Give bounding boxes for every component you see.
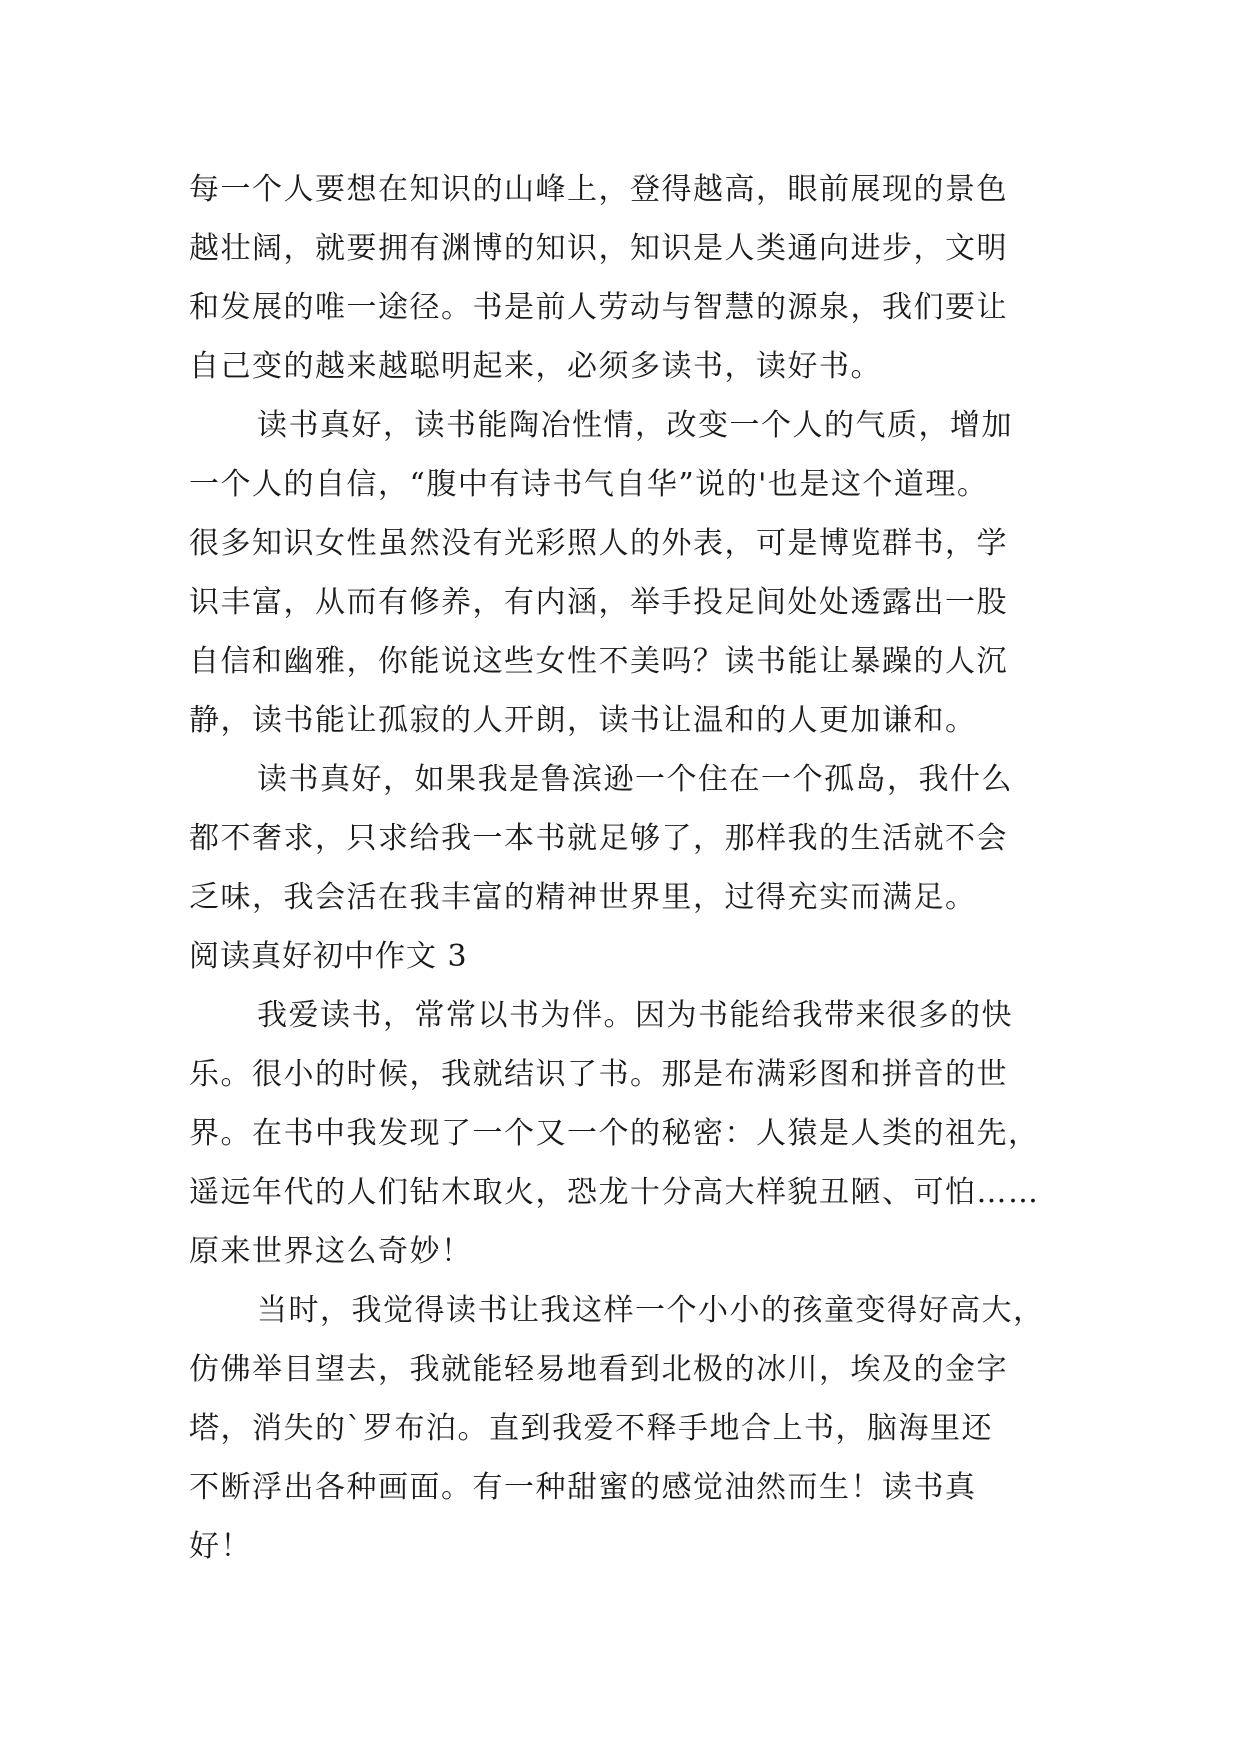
text-line: 遥远年代的人们钻木取火，恐龙十分高大样貌丑陋、可怕…… [189,1175,1040,1210]
text-line: 乐。很小的时候，我就结识了书。那是布满彩图和拼音的世 [189,1057,1008,1092]
text-line: 好！ [189,1529,252,1564]
paragraph-first-line: 读书真好，读书能陶冶性情，改变一个人的气质，增加 [257,408,1013,443]
text-line: 和发展的唯一途径。书是前人劳动与智慧的源泉，我们要让 [189,290,1008,325]
text-line: 界。在书中我发现了一个又一个的秘密：人猿是人类的祖先， [189,1116,1040,1151]
paragraph-first-line: 我爱读书，常常以书为伴。因为书能给我带来很多的快 [257,998,1013,1033]
text-line: 都不奢求，只求给我一本书就足够了，那样我的生活就不会 [189,821,1008,856]
text-line: 自信和幽雅，你能说这些女性不美吗？读书能让暴躁的人沉 [189,644,1008,679]
text-line: 原来世界这么奇妙！ [189,1234,473,1269]
text-line: 不断浮出各种画面。有一种甜蜜的感觉油然而生！读书真 [189,1470,977,1505]
text-line: 识丰富，从而有修养，有内涵，举手投足间处处透露出一股 [189,585,1008,620]
text-line: 塔，消失的`罗布泊。直到我爱不释手地合上书，脑海里还 [189,1411,993,1446]
text-line: 很多知识女性虽然没有光彩照人的外表，可是博览群书，学 [189,526,1008,561]
text-line: 一个人的自信，“腹中有诗书气自华”说的'也是这个道理。 [189,467,989,502]
paragraph-first-line: 读书真好，如果我是鲁滨逊一个住在一个孤岛，我什么 [257,762,1013,797]
text-line: 仿佛举目望去，我就能轻易地看到北极的冰川，埃及的金字 [189,1352,1008,1387]
text-line: 每一个人要想在知识的山峰上，登得越高，眼前展现的景色 [189,172,1008,207]
text-line: 静，读书能让孤寂的人开朗，读书让温和的人更加谦和。 [189,703,977,738]
document-body [189,160,1069,1576]
section-heading: 阅读真好初中作文 3 [189,939,468,974]
paragraph-first-line: 当时，我觉得读书让我这样一个小小的孩童变得好高大， [257,1293,1045,1328]
text-line: 乏味，我会活在我丰富的精神世界里，过得充实而满足。 [189,880,977,915]
text-line: 越壮阔，就要拥有渊博的知识，知识是人类通向进步，文明 [189,231,1008,266]
text-line: 自己变的越来越聪明起来，必须多读书，读好书。 [189,349,882,384]
